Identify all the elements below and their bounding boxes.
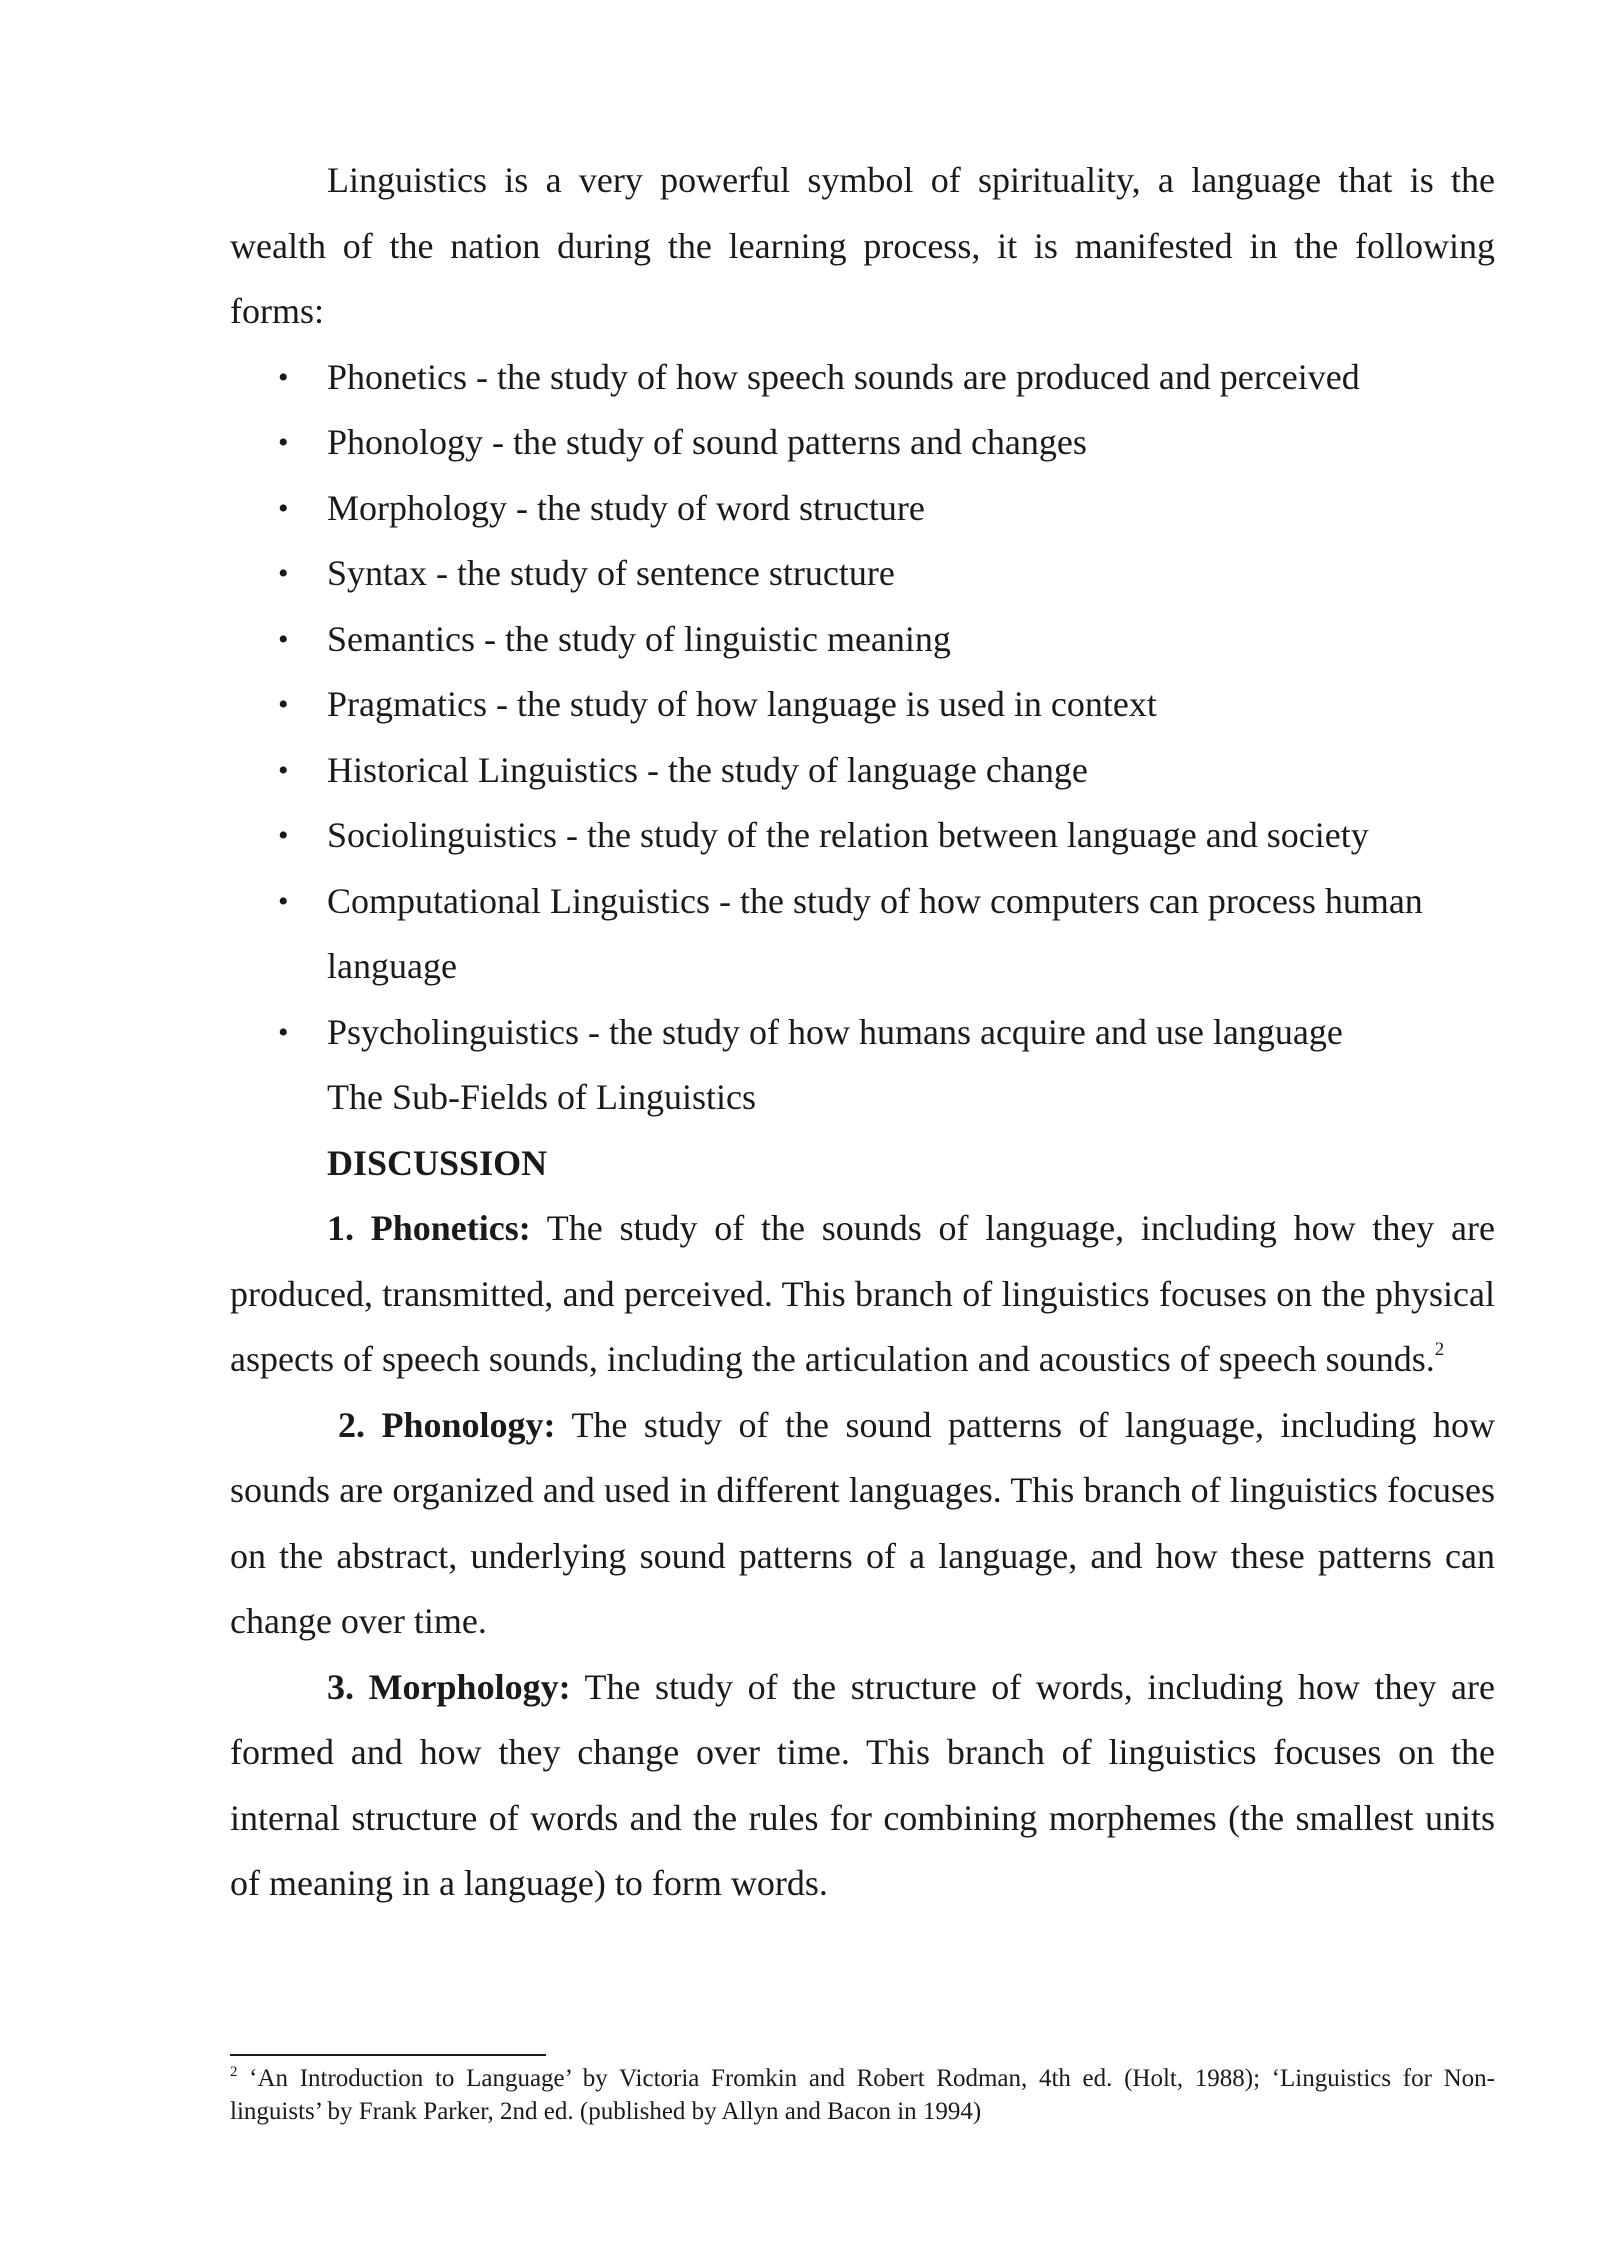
footnote-number: 2 [230,2064,238,2080]
list-item [230,541,1495,607]
bullet-icon: • [278,491,289,525]
list-item [230,803,1495,869]
section-phonology [230,1393,1495,1655]
section-label: 3. Morphology: [327,1666,571,1707]
list-item-text: Historical Linguistics - the study of language change [327,749,1088,790]
list-item [230,345,1495,411]
section-label: 2. Phonology: [338,1404,556,1445]
list-item-text: Phonology - the study of sound patterns and changes [327,422,1087,462]
footnote-reference[interactable]: 2 [1434,1339,1445,1360]
section-morphology [230,1655,1495,1917]
list-item-text: Pragmatics - the study of how language is used in context [327,684,1157,724]
bullet-icon: • [278,884,289,918]
list-item [230,476,1495,542]
list-item-text: Morphology - the study of word structure [327,487,925,528]
section-text: The study of the sounds of language, including how they are produced, transmitted, and perceived. This branch of linguistics focuses on the physical aspects of speech sounds, including the articulation and acoustics of speech sounds. [230,1208,1495,1379]
bullet-icon: • [278,819,289,852]
list-item [230,1000,1495,1066]
footnote [230,2062,1495,2128]
section-phonetics [230,1196,1495,1393]
page-body [230,148,1495,1917]
bullet-icon: • [278,557,289,590]
list-item [230,738,1495,804]
bullet-icon: • [278,1015,289,1049]
discussion-heading: DISCUSSION [327,1142,548,1183]
bullet-icon: • [278,688,289,721]
bullet-icon: • [278,622,289,656]
subfields-caption: The Sub-Fields of Linguistics [327,1077,756,1117]
list-item [230,869,1495,1000]
list-item-text: Psycholinguistics - the study of how humans acquire and use language [327,1011,1343,1052]
list-item-text: Computational Linguistics - the study of how computers can process human language [327,880,1423,986]
list-item [230,607,1495,673]
list-item-text: Semantics - the study of linguistic meaning [327,618,951,659]
bullet-icon: • [278,753,289,787]
list-item-text: Phonetics - the study of how speech sounds are produced and perceived [327,356,1360,397]
topics-list [230,345,1495,1066]
list-item-text: Syntax - the study of sentence structure [327,553,895,593]
list-item [230,410,1495,476]
section-text: The study of the structure of words, including how they are formed and how they change over time. This branch of linguistics focuses on the internal structure of words and the rules for combining morphemes (the smallest units of meaning in a language) to form words. [230,1666,1495,1903]
bullet-icon: • [278,426,289,459]
footnote-text: ‘An Introduction to Language’ by Victoria Fromkin and Robert Rodman, 4th ed. (Holt, 1988); ‘Linguistics for Non-linguists’ by Frank Parker, 2nd ed. (published by Allyn and Bacon in 1994) [230,2065,1495,2125]
list-item-text: Sociolinguistics - the study of the relation between language and society [327,815,1369,855]
list-item [230,672,1495,738]
bullet-icon: • [278,360,289,394]
intro-paragraph: Linguistics is a very powerful symbol of spirituality, a language that is the wealth of the nation during the learning process, it is manifested in the following forms: [230,160,1495,331]
section-label: 1. Phonetics: [327,1208,531,1248]
footnote-separator [230,2054,546,2056]
section-text: The study of the sound patterns of language, including how sounds are organized and used in different languages. This branch of linguistics focuses on the abstract, underlying sound patterns of a language, and how these patterns can change over time. [230,1404,1495,1641]
